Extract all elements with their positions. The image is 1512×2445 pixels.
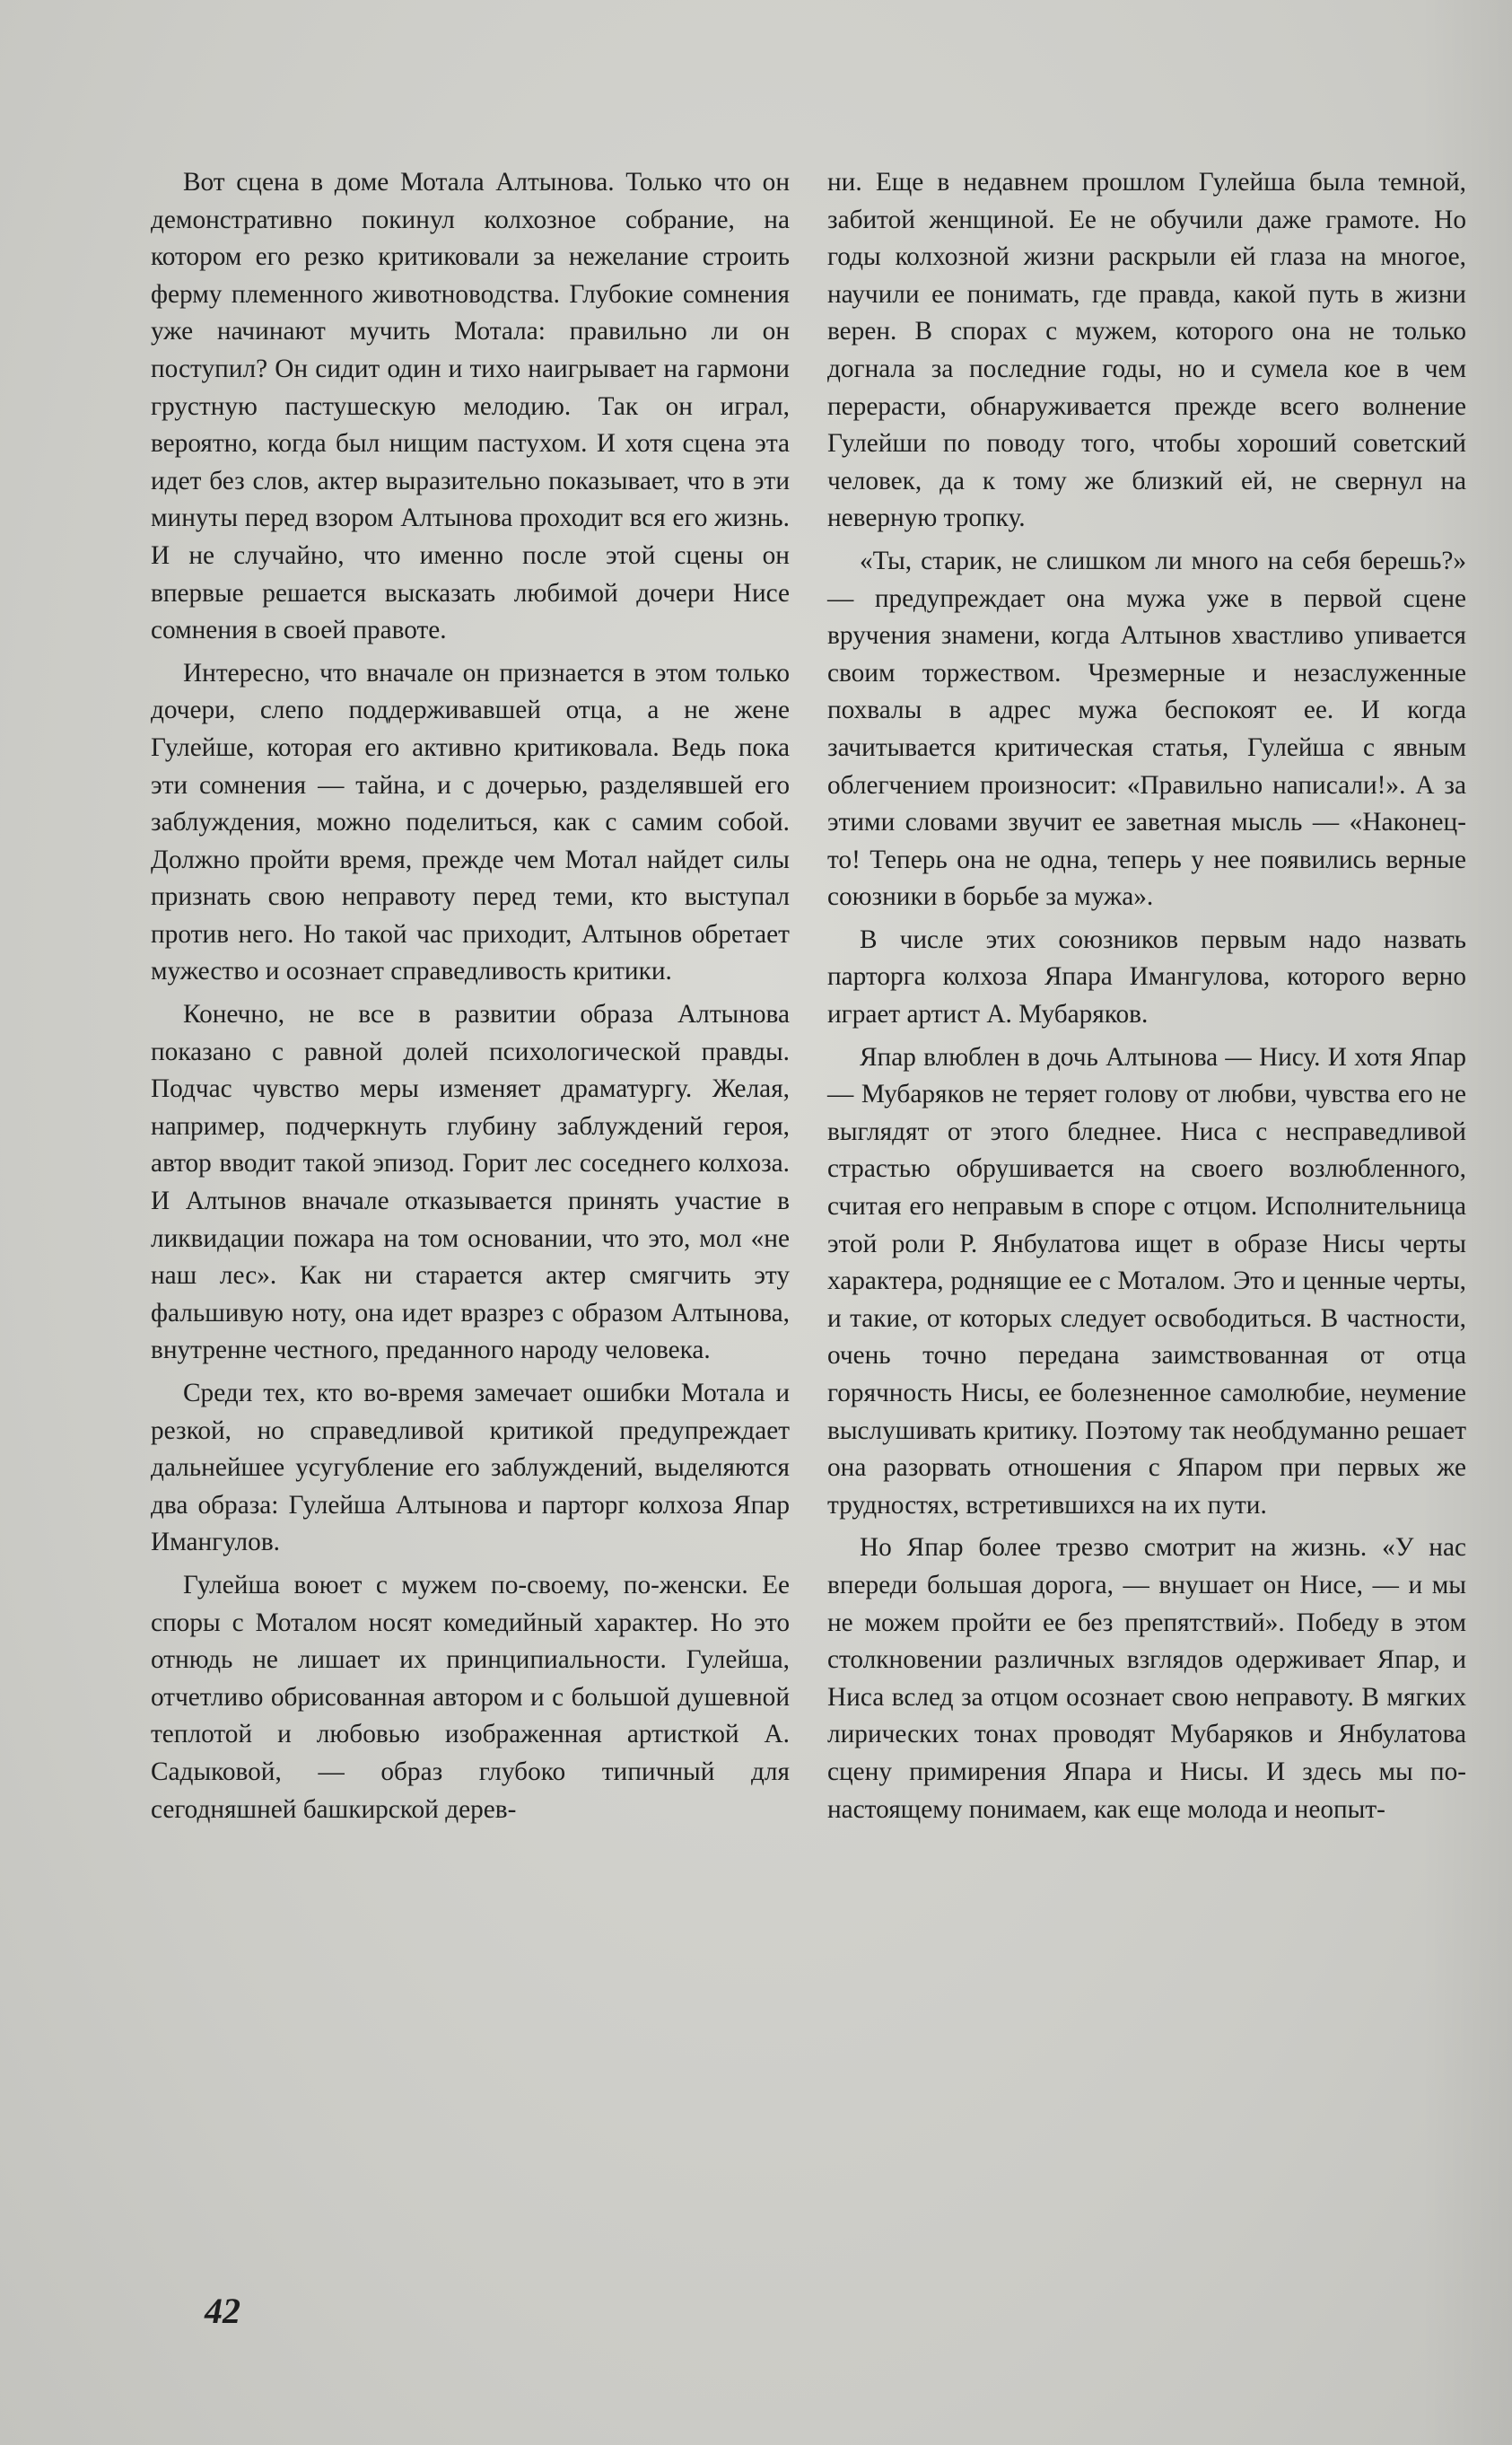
paragraph: «Ты, старик, не слишком ли много на себя берешь?» — предупреждает она мужа уже в первой сцене вручения знамени, когда Алтынов хвастливо упивается своим торжеством. Чрезмерные и незаслуженные похвалы в адрес мужа беспокоят ее. И когда зачитывается критическая статья, Гулейша с явным облегчением произносит: «Правильно написали!». А за этими словами звучит ее заветная мысль — «Наконец-то! Теперь она не одна, теперь у нее появились верные союзники в борьбе за мужа». <box>827 546 1466 912</box>
paragraph-continuation: ни. Еще в недавнем прошлом Гулейша была темной, забитой женщиной. Ее не обучили даже грамоте. Но годы колхозной жизни раскрыли ей глаза на многое, научили ее понимать, где правда, какой путь в жизни верен. В спорах с мужем, которого она не только догнала за последние годы, но и сумела кое в чем перерасти, обнаруживается прежде всего волнение Гулейши по поводу того, чтобы хороший советский человек, да к тому же близкий ей, не свернул на неверную тропку. <box>827 168 1466 533</box>
paragraph: Конечно, не все в развитии образа Алтынова показано с равной долей психологической правды. Подчас чувство меры изменяет драматургу. Желая, например, подчеркнуть глубину заблуждений героя, автор вводит такой эпизод. Горит лес соседнего колхоза. И Алтынов вначале отказывается принять участие в ликвидации пожара на том основании, что это, мол «не наш лес». Как ни старается актер смягчить эту фальшивую ноту, она идет вразрез с образом Алтынова, внутренне честного, преданного народу человека. <box>151 1000 790 1365</box>
paragraph: Но Япар более трезво смотрит на жизнь. «У нас впереди большая дорога, — внушает он Нисе, — и мы не можем пройти ее без препятствий». Победу в этом столкновении различных взглядов одерживает Япар, и Ниса вслед за отцом осознает свою неправоту. В мягких лирических тонах проводят Мубаряков и Янбулатова сцену примирения Япара и Нисы. И здесь мы по-настоящему понимаем, как еще молода и неопыт- <box>827 1533 1466 1824</box>
paragraph: Интересно, что вначале он признается в этом только дочери, слепо поддерживавшей отца, а не жене Гулейше, которая его активно критиковала. Ведь пока эти сомнения — тайна, и с дочерью, разделявшей его заблуждения, можно поделиться, как с самим собой. Должно пройти время, прежде чем Мотал найдет силы признать свою неправоту перед теми, кто выступал против него. Но такой час приходит, Алтынов обретает мужество и осознает справедливость критики. <box>151 658 790 986</box>
paragraph: Среди тех, кто во-время замечает ошибки Мотала и резкой, но справедливой критикой предупреждает дальнейшее усугубление его заблуждений, выделяются два образа: Гулейша Алтынова и парторг колхоза Япар Имангулов. <box>151 1379 790 1557</box>
paragraph: Япар влюблен в дочь Алтынова — Нису. И хотя Япар — Мубаряков не теряет голову от любви, чувства его не выглядят от этого бледнее. Ниса с несправедливой страстью обрушивается на своего возлюбленного, считая его неправым в споре с отцом. Исполнительница этой роли Р. Янбулатова ищет в образе Нисы черты характера, роднящие ее с Моталом. Это и ценные черты, и такие, от которых следует освободиться. В частности, очень точно передана заимствованная от отца горячность Нисы, ее болезненное самолюбие, неумение выслушивать критику. Поэтому так необдуманно решает она разорвать отношения с Япаром при первых же трудностях, встретившихся на их пути. <box>827 1042 1466 1520</box>
right-text-column <box>827 164 1466 1834</box>
paragraph: В числе этих союзников первым надо назвать парторга колхоза Япара Имангулова, которого верно играет артист А. Мубаряков. <box>827 925 1466 1030</box>
left-text-column <box>151 164 790 1834</box>
page-number: 42 <box>205 2291 240 2331</box>
paragraph: Вот сцена в доме Мотала Алтынова. Только что он демонстративно покинул колхозное собрание, на котором его резко критиковали за нежелание строить ферму племенного животноводства. Глубокие сомнения уже начинают мучить Мотала: правильно ли он поступил? Он сидит один и тихо наигрывает на гармони грустную пастушескую мелодию. Так он играл, вероятно, когда был нищим пастухом. И хотя сцена эта идет без слов, актер выразительно показывает, что в эти минуты перед взором Алтынова проходит вся его жизнь. И не случайно, что именно после этой сцены он впервые решается высказать любимой дочери Нисе сомнения в своей правоте. <box>151 168 790 645</box>
paragraph: Гулейша воюет с мужем по-своему, по-женски. Ее споры с Моталом носят комедийный характер. Но это отнюдь не лишает их принципиальности. Гулейша, отчетливо обрисованная автором и с большой душевной теплотой и любовью изображенная артисткой А. Садыковой, — образ глубоко типичный для сегодняшней башкирской дерев- <box>151 1570 790 1824</box>
